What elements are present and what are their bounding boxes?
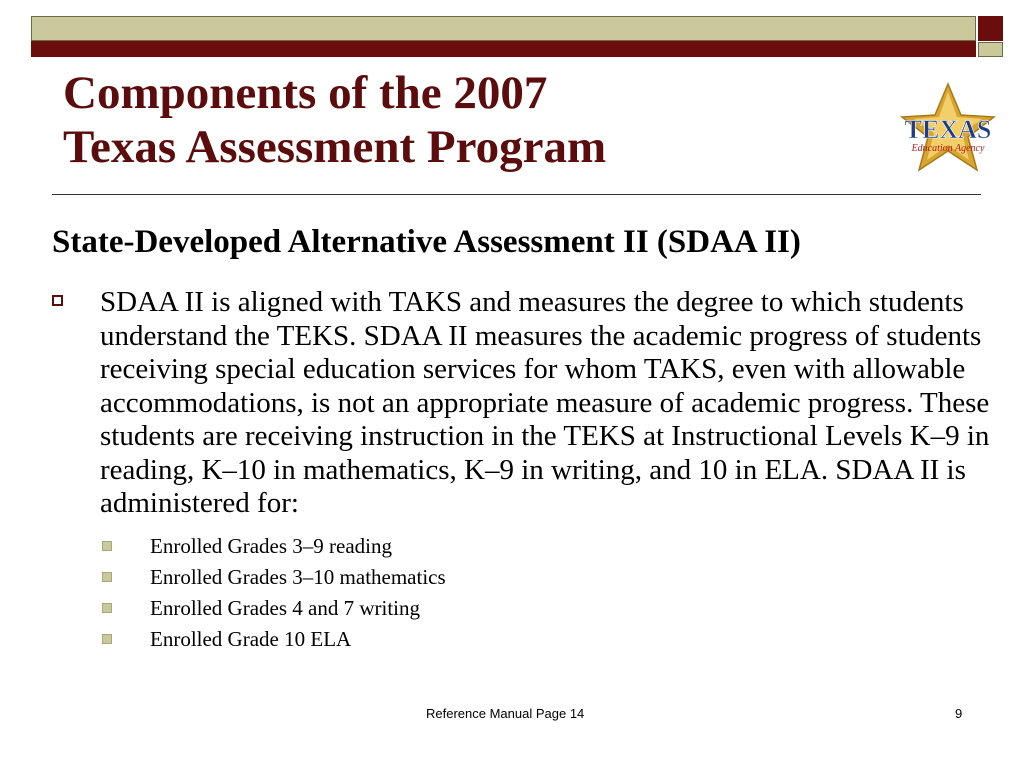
sub-bullet-text: Enrolled Grades 4 and 7 writing — [150, 595, 421, 620]
sub-bullet-text: Enrolled Grades 3–9 reading — [150, 533, 393, 558]
slide-title-line2: Texas Assessment Program — [63, 121, 607, 173]
slide-title-line1: Components of the 2007 — [63, 67, 548, 119]
logo-subtext: Education Agency — [911, 143, 985, 154]
main-bullet-text: SDAA II is aligned with TAKS and measures the degree to which students understand the TEKS. SDAA II measures the academic progress of students receiving special education services for whom TAKS, even with allowable accommodations, is not an appropriate measure of academic progress. These students are receiving instruction in the TEKS at Instructional Levels K–9 in reading, K–10 in mathematics, K–9 in writing, and 10 in ELA. SDAA II is administered for: — [100, 286, 990, 519]
footer-reference: Reference Manual Page 14 — [426, 706, 585, 721]
sub-bullet-item — [52, 562, 1007, 593]
hollow-square-bullet-icon — [52, 295, 63, 306]
corner-square-maroon — [978, 16, 1003, 41]
sub-bullet-text: Enrolled Grade 10 ELA — [150, 626, 352, 651]
sub-bullet-item — [52, 624, 1007, 655]
sub-bullet-text: Enrolled Grades 3–10 mathematics — [150, 564, 446, 589]
square-bullet-icon — [102, 634, 112, 644]
header-band-olive — [31, 16, 976, 41]
corner-square-olive — [978, 42, 1003, 57]
section-heading: State-Developed Alternative Assessment II (SDAA II) — [52, 224, 801, 260]
slide-title — [63, 66, 783, 174]
sub-bullet-item — [52, 531, 1007, 562]
square-bullet-icon — [102, 603, 112, 613]
tea-star-icon — [890, 82, 1006, 174]
page-number: 9 — [955, 706, 963, 721]
texas-education-agency-logo — [890, 82, 1006, 174]
square-bullet-icon — [102, 541, 112, 551]
square-bullet-icon — [102, 572, 112, 582]
main-bullet — [52, 286, 1007, 521]
title-divider — [52, 194, 981, 195]
sub-bullet-item — [52, 593, 1007, 624]
header-band-maroon — [31, 41, 976, 57]
content-body — [52, 286, 1007, 655]
sub-bullet-list — [52, 531, 1007, 655]
logo-wordmark: TEXAS — [904, 115, 992, 144]
